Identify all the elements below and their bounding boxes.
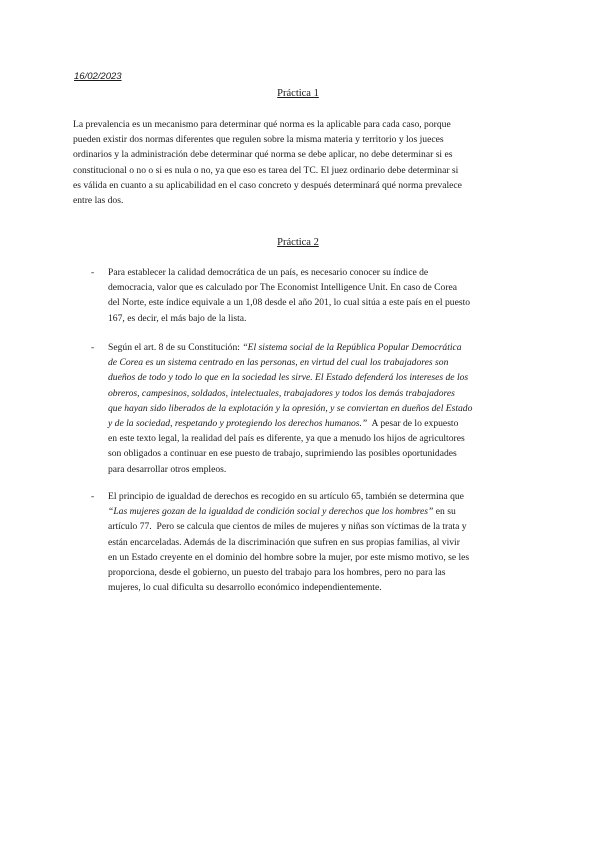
item-line: del Norte, este índice equivale a un 1,08 desde el año 201, lo cual sitúa a este país en el puesto <box>108 297 471 309</box>
item-line: mujeres, lo cual dificulta su desarrollo económico independientemente. <box>108 582 382 594</box>
item-line: están encarceladas. Además de la discriminación que sufren en sus propias familias, al vivir <box>108 536 460 548</box>
quote-line: de Corea es un sistema centrado en las personas, en virtud del cual los trabajadores son <box>108 357 449 369</box>
list-item-constitution-art8 <box>108 340 528 477</box>
item-line: El principio de igualdad de derechos es recogido en su artículo 65, también se determina que <box>108 491 464 502</box>
paragraph-line: ordinarios y la administración debe determinar qué norma se debe aplicar, no debe determinar si es <box>73 149 453 161</box>
item-line: para desarrollar otros empleos. <box>108 463 227 475</box>
quote-text: “Las mujeres gozan de la igualdad de condición social y derechos que los hombres” <box>108 506 434 518</box>
quote-text: “El sistema social de la República Popular Democrática <box>242 342 462 353</box>
date-label: 16/02/2023 <box>74 71 122 82</box>
paragraph-line: es válida en cuanto a su aplicabilidad en el caso concreto y después determinará qué norma prevalece <box>73 179 462 191</box>
item-line: en un Estado creyente en el dominio del hombre sobre la mujer, por este mismo motivo, se les <box>108 551 470 563</box>
practica-1-title: Práctica 1 <box>277 88 319 99</box>
list-item-equality-rights <box>108 489 528 595</box>
item-line: proporciona, desde el gobierno, un puesto del trabajo para los hombres, pero no para las <box>108 567 446 579</box>
quote-line: obreros, campesinos, soldados, intelectuales, trabajadores y todos los demás trabajadores <box>108 387 455 399</box>
list-item-democracy-index <box>108 265 528 326</box>
item-line: 167, es decir, el más bajo de la lista. <box>108 312 247 324</box>
bullet-marker: - <box>91 491 95 502</box>
quote-line: que hayan sido liberados de la explotación y la opresión, y se conviertan en dueños del Estado <box>108 402 473 414</box>
paragraph-line: entre las dos. <box>73 195 124 207</box>
item-line: democracia, valor que es calculado por The Economist Intelligence Unit. En caso de Corea <box>108 282 458 294</box>
item-line: son obligados a continuar en ese puesto de trabajo, suprimiendo las posibles oportunidades <box>108 448 457 460</box>
paragraph-line: pueden existir dos normas diferentes que regulen sobre la misma materia y territorio y los jueces <box>73 134 444 146</box>
paragraph-line: La prevalencia es un mecanismo para determinar qué norma es la aplicable para cada caso, porque <box>73 119 451 130</box>
quote-text: y de la sociedad, respetando y protegiendo los derechos humanos.” <box>108 418 368 430</box>
item-text: en su <box>433 506 456 518</box>
bullet-marker: - <box>91 342 95 353</box>
item-line <box>108 416 528 431</box>
quote-line: dueños de todo y todo lo que en la sociedad les sirve. El Estado defenderá los intereses de los <box>108 372 469 384</box>
item-line: Para establecer la calidad democrática de un país, es necesario conocer su índice de <box>108 267 429 278</box>
item-text: A pesar de lo expuesto <box>367 418 459 430</box>
paragraph-line: constitucional o no o si es nula o no, ya que eso es tarea del TC. El juez ordinario debe determinar si <box>73 164 459 176</box>
bullet-marker: - <box>91 267 95 278</box>
item-line: artículo 77. Pero se calcula que cientos de miles de mujeres y niñas son víctimas de la trata y <box>108 521 467 533</box>
item-line: en este texto legal, la realidad del país es diferente, ya que a menudo los hijos de agricultores <box>108 433 465 445</box>
item-line <box>108 504 528 519</box>
item-text: Según el art. 8 de su Constitución: <box>108 342 243 353</box>
practica-1-paragraph <box>73 117 525 208</box>
practica-2-title: Práctica 2 <box>277 237 319 248</box>
item-line <box>108 340 528 355</box>
